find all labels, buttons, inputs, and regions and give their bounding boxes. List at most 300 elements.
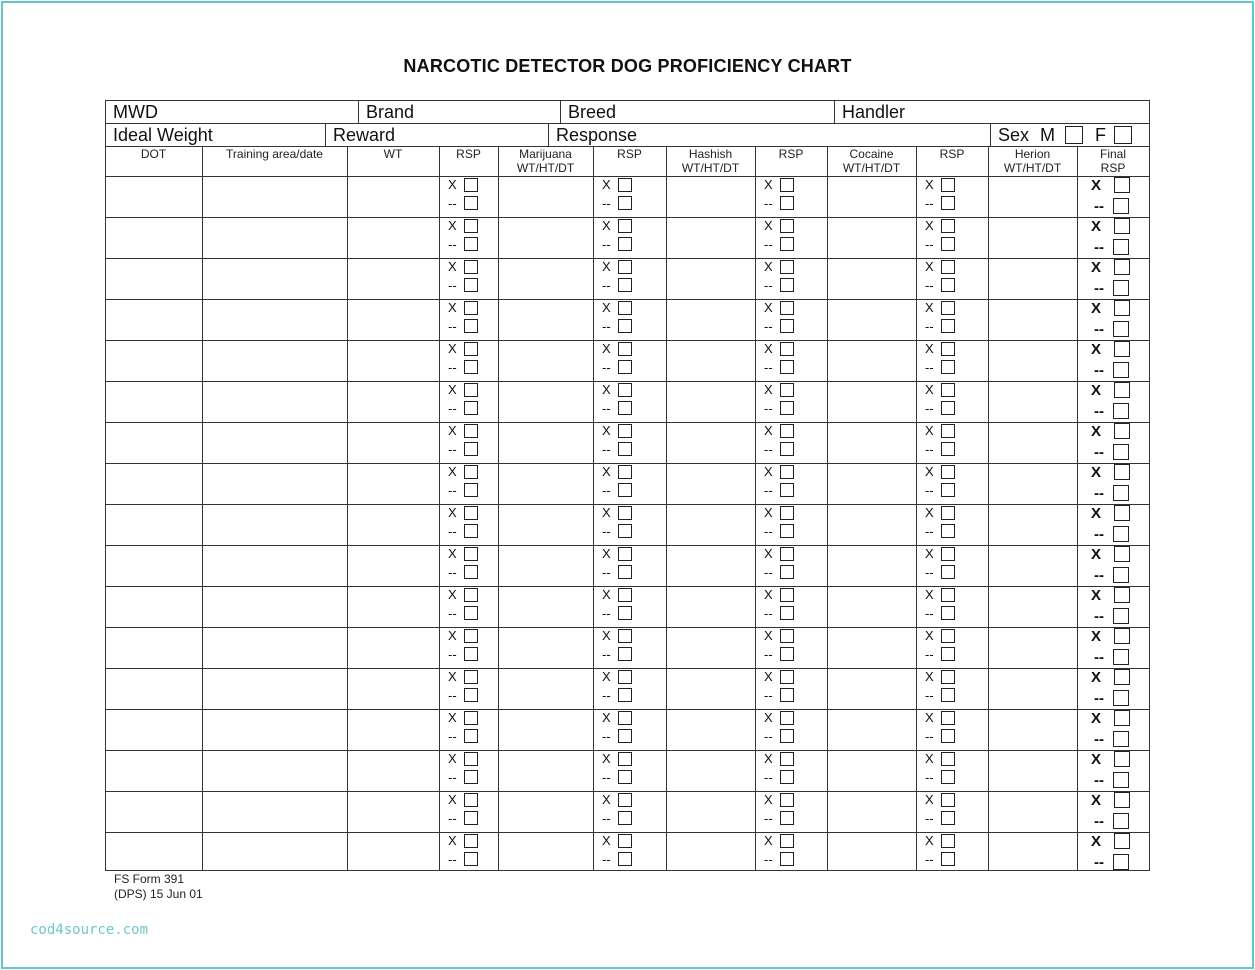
positive-checkbox[interactable] bbox=[464, 588, 478, 602]
negative-mark: -- bbox=[925, 770, 934, 785]
negative-checkbox[interactable] bbox=[618, 196, 632, 210]
negative-mark: -- bbox=[1094, 608, 1104, 625]
negative-checkbox[interactable] bbox=[941, 647, 955, 661]
negative-mark: -- bbox=[764, 770, 773, 785]
negative-mark: -- bbox=[1094, 362, 1104, 379]
positive-checkbox[interactable] bbox=[780, 342, 794, 356]
positive-checkbox[interactable] bbox=[618, 506, 632, 520]
rsp-cell bbox=[448, 217, 496, 257]
negative-checkbox[interactable] bbox=[464, 852, 478, 866]
positive-checkbox[interactable] bbox=[941, 301, 955, 315]
positive-mark: X bbox=[925, 710, 934, 725]
rsp-cell bbox=[925, 791, 973, 831]
negative-checkbox[interactable] bbox=[618, 442, 632, 456]
negative-mark: -- bbox=[925, 647, 934, 662]
positive-mark: X bbox=[602, 218, 611, 233]
rsp-cell bbox=[448, 586, 496, 626]
positive-mark: X bbox=[602, 587, 611, 602]
table-row bbox=[105, 627, 1150, 668]
negative-checkbox[interactable] bbox=[1113, 198, 1129, 214]
negative-checkbox[interactable] bbox=[780, 524, 794, 538]
positive-checkbox[interactable] bbox=[941, 260, 955, 274]
positive-mark: X bbox=[764, 710, 773, 725]
negative-mark: -- bbox=[764, 278, 773, 293]
negative-checkbox[interactable] bbox=[941, 360, 955, 374]
negative-checkbox[interactable] bbox=[941, 442, 955, 456]
negative-checkbox[interactable] bbox=[941, 852, 955, 866]
positive-checkbox[interactable] bbox=[464, 465, 478, 479]
positive-checkbox[interactable] bbox=[464, 793, 478, 807]
final-rsp-cell bbox=[1086, 668, 1134, 708]
rsp-cell bbox=[602, 463, 650, 503]
positive-mark: X bbox=[925, 546, 934, 561]
negative-checkbox[interactable] bbox=[1113, 854, 1129, 870]
rsp-cell bbox=[925, 340, 973, 380]
positive-checkbox[interactable] bbox=[618, 301, 632, 315]
negative-checkbox[interactable] bbox=[1113, 444, 1129, 460]
positive-checkbox[interactable] bbox=[464, 752, 478, 766]
negative-mark: -- bbox=[448, 196, 457, 211]
positive-mark: X bbox=[448, 341, 457, 356]
positive-checkbox[interactable] bbox=[464, 424, 478, 438]
positive-checkbox[interactable] bbox=[1114, 669, 1130, 685]
negative-checkbox[interactable] bbox=[618, 606, 632, 620]
positive-mark: X bbox=[764, 341, 773, 356]
positive-checkbox[interactable] bbox=[464, 629, 478, 643]
positive-checkbox[interactable] bbox=[464, 506, 478, 520]
positive-mark: X bbox=[925, 505, 934, 520]
table-row bbox=[105, 422, 1150, 463]
negative-checkbox[interactable] bbox=[618, 483, 632, 497]
column-header: Hashish WT/HT/DT bbox=[681, 147, 740, 175]
negative-checkbox[interactable] bbox=[1113, 813, 1129, 829]
positive-checkbox[interactable] bbox=[941, 178, 955, 192]
positive-mark: X bbox=[1091, 464, 1102, 481]
negative-mark: -- bbox=[925, 811, 934, 826]
negative-checkbox[interactable] bbox=[464, 524, 478, 538]
negative-checkbox[interactable] bbox=[941, 401, 955, 415]
rsp-cell bbox=[448, 381, 496, 421]
negative-mark: -- bbox=[925, 196, 934, 211]
negative-mark: -- bbox=[925, 483, 934, 498]
rsp-cell bbox=[448, 832, 496, 872]
positive-checkbox[interactable] bbox=[780, 383, 794, 397]
rsp-cell bbox=[925, 504, 973, 544]
positive-checkbox[interactable] bbox=[1114, 300, 1130, 316]
positive-mark: X bbox=[925, 341, 934, 356]
negative-checkbox[interactable] bbox=[780, 319, 794, 333]
negative-checkbox[interactable] bbox=[941, 729, 955, 743]
positive-checkbox[interactable] bbox=[780, 465, 794, 479]
negative-checkbox[interactable] bbox=[941, 483, 955, 497]
positive-checkbox[interactable] bbox=[618, 465, 632, 479]
rsp-cell bbox=[602, 217, 650, 257]
rsp-cell bbox=[764, 832, 812, 872]
negative-checkbox[interactable] bbox=[618, 319, 632, 333]
negative-mark: -- bbox=[448, 360, 457, 375]
negative-checkbox[interactable] bbox=[780, 401, 794, 415]
rsp-cell bbox=[925, 750, 973, 790]
negative-checkbox[interactable] bbox=[618, 401, 632, 415]
negative-checkbox[interactable] bbox=[464, 483, 478, 497]
positive-checkbox[interactable] bbox=[1114, 177, 1130, 193]
negative-checkbox[interactable] bbox=[780, 483, 794, 497]
positive-mark: X bbox=[764, 792, 773, 807]
negative-mark: -- bbox=[764, 237, 773, 252]
positive-checkbox[interactable] bbox=[941, 834, 955, 848]
positive-mark: X bbox=[448, 505, 457, 520]
rsp-cell bbox=[925, 422, 973, 462]
rsp-cell bbox=[764, 545, 812, 585]
positive-checkbox[interactable] bbox=[780, 260, 794, 274]
table-row bbox=[105, 545, 1150, 586]
positive-checkbox[interactable] bbox=[618, 547, 632, 561]
positive-checkbox[interactable] bbox=[1114, 546, 1130, 562]
positive-checkbox[interactable] bbox=[780, 588, 794, 602]
positive-mark: X bbox=[448, 792, 457, 807]
rsp-cell bbox=[764, 586, 812, 626]
negative-checkbox[interactable] bbox=[780, 729, 794, 743]
negative-checkbox[interactable] bbox=[618, 647, 632, 661]
positive-mark: X bbox=[602, 382, 611, 397]
positive-checkbox[interactable] bbox=[780, 547, 794, 561]
negative-checkbox[interactable] bbox=[780, 278, 794, 292]
negative-checkbox[interactable] bbox=[618, 360, 632, 374]
negative-checkbox[interactable] bbox=[1113, 731, 1129, 747]
negative-mark: -- bbox=[925, 401, 934, 416]
positive-checkbox[interactable] bbox=[464, 342, 478, 356]
negative-mark: -- bbox=[448, 770, 457, 785]
sex-male-checkbox[interactable] bbox=[1065, 126, 1083, 144]
positive-checkbox[interactable] bbox=[1114, 628, 1130, 644]
positive-checkbox[interactable] bbox=[1114, 341, 1130, 357]
positive-checkbox[interactable] bbox=[1114, 218, 1130, 234]
positive-checkbox[interactable] bbox=[618, 711, 632, 725]
positive-checkbox[interactable] bbox=[780, 219, 794, 233]
negative-mark: -- bbox=[1094, 280, 1104, 297]
positive-checkbox[interactable] bbox=[780, 670, 794, 684]
rsp-cell bbox=[602, 750, 650, 790]
rsp-cell bbox=[925, 627, 973, 667]
final-rsp-cell bbox=[1086, 627, 1134, 667]
negative-checkbox[interactable] bbox=[780, 565, 794, 579]
negative-checkbox[interactable] bbox=[780, 442, 794, 456]
final-rsp-cell bbox=[1086, 176, 1134, 216]
negative-checkbox[interactable] bbox=[618, 688, 632, 702]
column-header: Herion WT/HT/DT bbox=[1003, 147, 1062, 175]
negative-checkbox[interactable] bbox=[464, 278, 478, 292]
final-rsp-cell bbox=[1086, 422, 1134, 462]
negative-checkbox[interactable] bbox=[1113, 403, 1129, 419]
rsp-cell bbox=[925, 463, 973, 503]
positive-checkbox[interactable] bbox=[1114, 751, 1130, 767]
negative-checkbox[interactable] bbox=[464, 360, 478, 374]
positive-checkbox[interactable] bbox=[941, 465, 955, 479]
positive-mark: X bbox=[602, 423, 611, 438]
positive-checkbox[interactable] bbox=[941, 670, 955, 684]
positive-checkbox[interactable] bbox=[618, 260, 632, 274]
positive-checkbox[interactable] bbox=[1114, 833, 1130, 849]
table-row bbox=[105, 586, 1150, 627]
positive-mark: X bbox=[925, 833, 934, 848]
negative-checkbox[interactable] bbox=[780, 688, 794, 702]
positive-mark: X bbox=[1091, 792, 1102, 809]
column-header: RSP bbox=[939, 147, 965, 161]
negative-mark: -- bbox=[448, 524, 457, 539]
table-row bbox=[105, 832, 1150, 873]
negative-checkbox[interactable] bbox=[941, 770, 955, 784]
negative-checkbox[interactable] bbox=[618, 852, 632, 866]
sex-female-checkbox[interactable] bbox=[1114, 126, 1132, 144]
negative-mark: -- bbox=[764, 606, 773, 621]
positive-checkbox[interactable] bbox=[464, 670, 478, 684]
positive-checkbox[interactable] bbox=[618, 588, 632, 602]
positive-mark: X bbox=[764, 546, 773, 561]
negative-checkbox[interactable] bbox=[1113, 772, 1129, 788]
negative-checkbox[interactable] bbox=[941, 565, 955, 579]
negative-checkbox[interactable] bbox=[618, 237, 632, 251]
reward-label: Reward bbox=[333, 125, 396, 145]
mwd-label: MWD bbox=[113, 102, 158, 122]
positive-checkbox[interactable] bbox=[618, 178, 632, 192]
positive-checkbox[interactable] bbox=[941, 793, 955, 807]
negative-mark: -- bbox=[448, 647, 457, 662]
positive-mark: X bbox=[448, 259, 457, 274]
positive-checkbox[interactable] bbox=[618, 834, 632, 848]
positive-checkbox[interactable] bbox=[941, 547, 955, 561]
positive-mark: X bbox=[602, 341, 611, 356]
positive-mark: X bbox=[1091, 341, 1102, 358]
positive-checkbox[interactable] bbox=[941, 752, 955, 766]
watermark: cod4source.com bbox=[30, 922, 149, 938]
positive-checkbox[interactable] bbox=[464, 711, 478, 725]
negative-checkbox[interactable] bbox=[780, 606, 794, 620]
negative-checkbox[interactable] bbox=[464, 237, 478, 251]
negative-checkbox[interactable] bbox=[1113, 649, 1129, 665]
positive-checkbox[interactable] bbox=[618, 342, 632, 356]
positive-mark: X bbox=[764, 218, 773, 233]
rsp-cell bbox=[448, 545, 496, 585]
positive-mark: X bbox=[1091, 382, 1102, 399]
negative-checkbox[interactable] bbox=[1113, 485, 1129, 501]
negative-checkbox[interactable] bbox=[780, 811, 794, 825]
positive-mark: X bbox=[925, 382, 934, 397]
rsp-cell bbox=[764, 258, 812, 298]
positive-checkbox[interactable] bbox=[941, 506, 955, 520]
positive-checkbox[interactable] bbox=[1114, 587, 1130, 603]
negative-checkbox[interactable] bbox=[1113, 567, 1129, 583]
negative-checkbox[interactable] bbox=[618, 524, 632, 538]
final-rsp-cell bbox=[1086, 791, 1134, 831]
negative-checkbox[interactable] bbox=[780, 852, 794, 866]
negative-checkbox[interactable] bbox=[941, 319, 955, 333]
positive-checkbox[interactable] bbox=[618, 793, 632, 807]
rsp-cell bbox=[925, 545, 973, 585]
negative-checkbox[interactable] bbox=[1113, 690, 1129, 706]
negative-checkbox[interactable] bbox=[1113, 526, 1129, 542]
column-header: Cocaine WT/HT/DT bbox=[842, 147, 901, 175]
positive-mark: X bbox=[448, 464, 457, 479]
negative-mark: -- bbox=[602, 442, 611, 457]
negative-checkbox[interactable] bbox=[464, 565, 478, 579]
final-rsp-cell bbox=[1086, 709, 1134, 749]
negative-checkbox[interactable] bbox=[464, 319, 478, 333]
negative-checkbox[interactable] bbox=[464, 688, 478, 702]
negative-checkbox[interactable] bbox=[464, 647, 478, 661]
positive-checkbox[interactable] bbox=[941, 588, 955, 602]
positive-checkbox[interactable] bbox=[1114, 423, 1130, 439]
negative-checkbox[interactable] bbox=[618, 565, 632, 579]
positive-checkbox[interactable] bbox=[464, 178, 478, 192]
positive-checkbox[interactable] bbox=[941, 383, 955, 397]
positive-checkbox[interactable] bbox=[1114, 505, 1130, 521]
rsp-cell bbox=[764, 709, 812, 749]
final-rsp-cell bbox=[1086, 381, 1134, 421]
negative-mark: -- bbox=[602, 606, 611, 621]
rsp-cell bbox=[448, 340, 496, 380]
negative-mark: -- bbox=[925, 237, 934, 252]
negative-checkbox[interactable] bbox=[618, 278, 632, 292]
negative-mark: -- bbox=[602, 647, 611, 662]
table-row bbox=[105, 340, 1150, 381]
positive-checkbox[interactable] bbox=[1114, 464, 1130, 480]
positive-checkbox[interactable] bbox=[780, 178, 794, 192]
negative-mark: -- bbox=[1094, 198, 1104, 215]
table-row bbox=[105, 791, 1150, 832]
positive-checkbox[interactable] bbox=[780, 629, 794, 643]
column-header: Marijuana WT/HT/DT bbox=[516, 147, 575, 175]
positive-checkbox[interactable] bbox=[780, 424, 794, 438]
rsp-cell bbox=[448, 463, 496, 503]
positive-checkbox[interactable] bbox=[941, 711, 955, 725]
positive-mark: X bbox=[925, 464, 934, 479]
positive-mark: X bbox=[764, 259, 773, 274]
negative-checkbox[interactable] bbox=[1113, 280, 1129, 296]
negative-mark: -- bbox=[1094, 444, 1104, 461]
negative-mark: -- bbox=[602, 852, 611, 867]
table-row bbox=[105, 463, 1150, 504]
negative-checkbox[interactable] bbox=[464, 401, 478, 415]
negative-mark: -- bbox=[448, 811, 457, 826]
final-rsp-cell bbox=[1086, 586, 1134, 626]
positive-checkbox[interactable] bbox=[464, 301, 478, 315]
positive-checkbox[interactable] bbox=[464, 383, 478, 397]
positive-checkbox[interactable] bbox=[941, 219, 955, 233]
positive-mark: X bbox=[764, 300, 773, 315]
negative-checkbox[interactable] bbox=[1113, 362, 1129, 378]
rsp-cell bbox=[602, 504, 650, 544]
positive-checkbox[interactable] bbox=[780, 793, 794, 807]
negative-checkbox[interactable] bbox=[618, 770, 632, 784]
positive-checkbox[interactable] bbox=[780, 711, 794, 725]
rsp-cell bbox=[764, 176, 812, 216]
negative-checkbox[interactable] bbox=[464, 606, 478, 620]
negative-mark: -- bbox=[448, 606, 457, 621]
positive-mark: X bbox=[764, 628, 773, 643]
positive-checkbox[interactable] bbox=[618, 219, 632, 233]
negative-checkbox[interactable] bbox=[464, 442, 478, 456]
negative-mark: -- bbox=[1094, 772, 1104, 789]
rsp-cell bbox=[602, 258, 650, 298]
positive-mark: X bbox=[602, 710, 611, 725]
positive-checkbox[interactable] bbox=[1114, 792, 1130, 808]
positive-checkbox[interactable] bbox=[780, 834, 794, 848]
negative-checkbox[interactable] bbox=[618, 729, 632, 743]
positive-checkbox[interactable] bbox=[464, 547, 478, 561]
positive-checkbox[interactable] bbox=[1114, 382, 1130, 398]
positive-mark: X bbox=[448, 546, 457, 561]
rsp-cell bbox=[448, 627, 496, 667]
negative-checkbox[interactable] bbox=[941, 237, 955, 251]
rsp-cell bbox=[448, 299, 496, 339]
positive-checkbox[interactable] bbox=[618, 383, 632, 397]
positive-checkbox[interactable] bbox=[464, 834, 478, 848]
positive-checkbox[interactable] bbox=[464, 219, 478, 233]
positive-checkbox[interactable] bbox=[941, 342, 955, 356]
negative-mark: -- bbox=[448, 278, 457, 293]
negative-mark: -- bbox=[602, 360, 611, 375]
positive-checkbox[interactable] bbox=[464, 260, 478, 274]
positive-checkbox[interactable] bbox=[941, 424, 955, 438]
negative-checkbox[interactable] bbox=[941, 524, 955, 538]
negative-checkbox[interactable] bbox=[464, 729, 478, 743]
positive-mark: X bbox=[1091, 300, 1102, 317]
positive-checkbox[interactable] bbox=[618, 752, 632, 766]
negative-checkbox[interactable] bbox=[941, 606, 955, 620]
rsp-cell bbox=[925, 258, 973, 298]
positive-checkbox[interactable] bbox=[780, 752, 794, 766]
negative-checkbox[interactable] bbox=[780, 237, 794, 251]
negative-checkbox[interactable] bbox=[941, 278, 955, 292]
negative-checkbox[interactable] bbox=[1113, 321, 1129, 337]
positive-checkbox[interactable] bbox=[1114, 259, 1130, 275]
positive-checkbox[interactable] bbox=[1114, 710, 1130, 726]
negative-mark: -- bbox=[925, 360, 934, 375]
negative-checkbox[interactable] bbox=[941, 196, 955, 210]
positive-checkbox[interactable] bbox=[941, 629, 955, 643]
positive-checkbox[interactable] bbox=[618, 670, 632, 684]
negative-mark: -- bbox=[602, 524, 611, 539]
positive-checkbox[interactable] bbox=[780, 506, 794, 520]
negative-checkbox[interactable] bbox=[780, 196, 794, 210]
negative-checkbox[interactable] bbox=[780, 360, 794, 374]
negative-checkbox[interactable] bbox=[780, 770, 794, 784]
negative-checkbox[interactable] bbox=[1113, 608, 1129, 624]
positive-checkbox[interactable] bbox=[618, 629, 632, 643]
negative-checkbox[interactable] bbox=[464, 811, 478, 825]
negative-mark: -- bbox=[1094, 239, 1104, 256]
column-header: WT bbox=[383, 147, 403, 161]
negative-checkbox[interactable] bbox=[780, 647, 794, 661]
negative-mark: -- bbox=[925, 852, 934, 867]
ideal-weight-label: Ideal Weight bbox=[113, 125, 213, 145]
sex-label: Sex bbox=[998, 125, 1030, 145]
negative-checkbox[interactable] bbox=[464, 770, 478, 784]
negative-checkbox[interactable] bbox=[464, 196, 478, 210]
negative-checkbox[interactable] bbox=[941, 811, 955, 825]
negative-checkbox[interactable] bbox=[618, 811, 632, 825]
negative-mark: -- bbox=[1094, 403, 1104, 420]
positive-checkbox[interactable] bbox=[618, 424, 632, 438]
rsp-cell bbox=[448, 791, 496, 831]
negative-checkbox[interactable] bbox=[1113, 239, 1129, 255]
rsp-cell bbox=[925, 299, 973, 339]
rsp-cell bbox=[602, 381, 650, 421]
negative-checkbox[interactable] bbox=[941, 688, 955, 702]
rsp-cell bbox=[925, 832, 973, 872]
positive-checkbox[interactable] bbox=[780, 301, 794, 315]
negative-mark: -- bbox=[602, 237, 611, 252]
